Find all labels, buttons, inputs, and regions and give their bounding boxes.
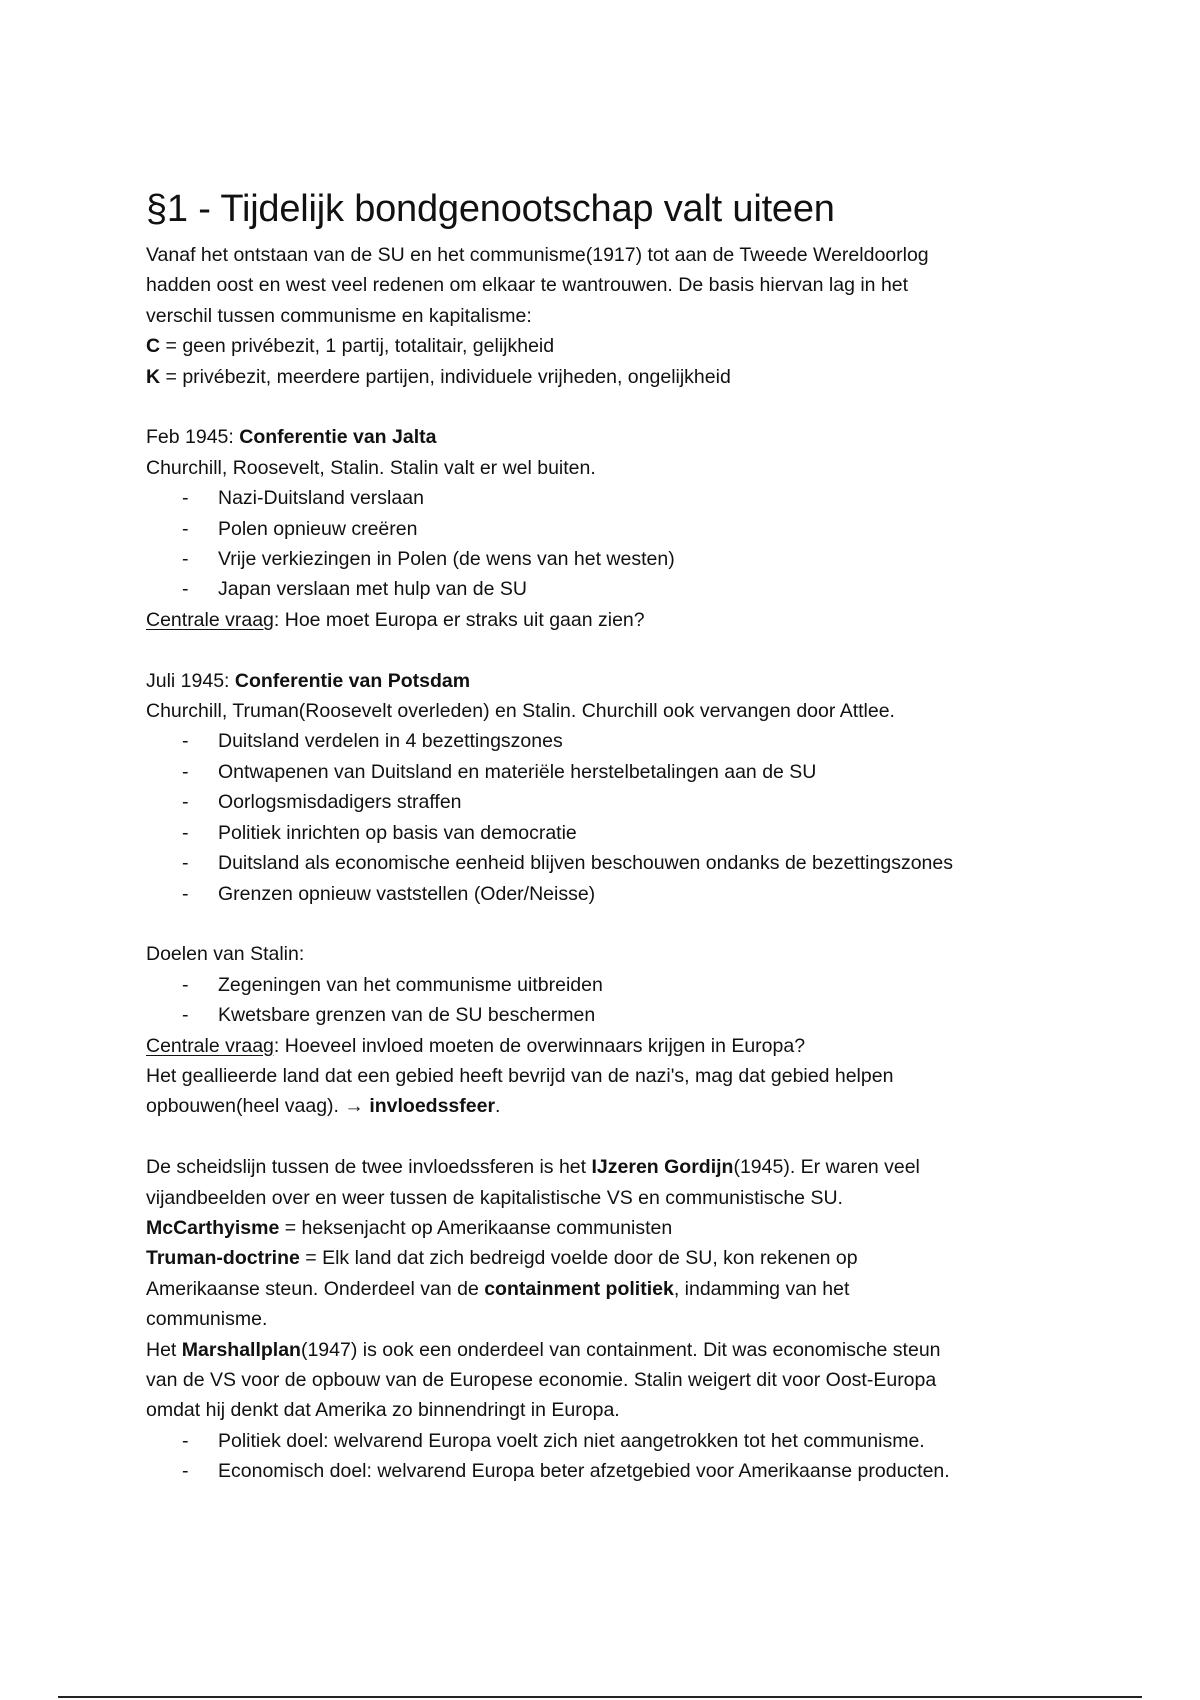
bullet-dash: - [182, 1429, 189, 1452]
list-item: - Duitsland als economische eenheid blijven beschouwen ondanks de bezettingszones [146, 848, 1086, 878]
list-item: - Japan verslaan met hulp van de SU [146, 574, 1086, 604]
bullet-dash: - [182, 730, 189, 753]
bullet-dash: - [182, 791, 189, 814]
list-item: - Oorlogsmisdadigers straffen [146, 787, 1086, 817]
list-item: - Grenzen opnieuw vaststellen (Oder/Neisse) [146, 879, 1086, 909]
definition-capitalism [146, 362, 1086, 392]
definition-term: K [146, 365, 161, 388]
potsdam-heading [146, 666, 1086, 696]
definition-term: Truman-doctrine [146, 1247, 300, 1270]
jalta-list [146, 483, 1086, 605]
potsdam-date: Juli 1945: [146, 669, 235, 692]
paragraph-line: communisme. [146, 1308, 268, 1331]
list-item: - Politiek inrichten op basis van democratie [146, 818, 1086, 848]
list-item: - Kwetsbare grenzen van de SU beschermen [146, 1000, 1086, 1030]
definition-term: C [146, 335, 161, 358]
paragraph-line: De scheidslijn tussen de twee invloedssferen is het IJzeren Gordijn(1945). Er waren veel [146, 1156, 920, 1179]
bullet-dash: - [182, 517, 189, 540]
list-item: - Economisch doel: welvarend Europa beter afzetgebied voor Amerikaanse producten. [146, 1456, 1086, 1486]
potsdam-list [146, 726, 1086, 908]
question-label: Centrale vraag [146, 608, 274, 631]
list-item: - Vrije verkiezingen in Polen (de wens van het westen) [146, 544, 1086, 574]
bullet-dash: - [182, 1460, 189, 1483]
definition-term: McCarthyisme [146, 1216, 280, 1239]
definition-text: = heksenjacht op Amerikaanse communisten [279, 1216, 673, 1239]
paragraph-line: van de VS voor de opbouw van de Europese economie. Stalin weigert dit voor Oost-Europa [146, 1368, 937, 1391]
marshall-goals-list [146, 1426, 1086, 1487]
jalta-description: Churchill, Roosevelt, Stalin. Stalin valt er wel buiten. [146, 456, 596, 479]
paragraph-line: vijandbeelden over en weer tussen de kapitalistische VS en communistische SU. [146, 1186, 843, 1209]
stalin-heading: Doelen van Stalin: [146, 943, 305, 966]
jalta-date: Feb 1945: [146, 426, 240, 449]
list-item: - Ontwapenen van Duitsland en materiële herstelbetalingen aan de SU [146, 757, 1086, 787]
footer-divider [58, 1696, 1142, 1698]
question-label: Centrale vraag [146, 1034, 274, 1057]
question-text: : Hoe moet Europa er straks uit gaan zien? [273, 608, 645, 631]
intro-line: verschil tussen communisme en kapitalisme: [146, 304, 532, 327]
document-page [146, 186, 1086, 1487]
definition-text: = geen privébezit, 1 partij, totalitair, gelijkheid [160, 335, 555, 358]
paragraph-line: omdat hij denkt dat Amerika zo binnendringt in Europa. [146, 1399, 620, 1422]
page-title: §1 - Tijdelijk bondgenootschap valt uiteen [146, 188, 835, 230]
term-ijzeren-gordijn: IJzeren Gordijn [591, 1156, 734, 1179]
jalta-central-question [146, 605, 1086, 635]
definition-communism [146, 331, 1086, 361]
bullet-dash: - [182, 1004, 189, 1027]
bullet-dash: - [182, 852, 189, 875]
bullet-dash: - [182, 487, 189, 510]
paragraph-line: Het Marshallplan(1947) is ook een onderdeel van containment. Dit was economische steun [146, 1338, 941, 1361]
bullet-dash: - [182, 578, 189, 601]
list-item: - Nazi-Duitsland verslaan [146, 483, 1086, 513]
question-text: : Hoeveel invloed moeten de overwinnaars krijgen in Europa? [273, 1034, 806, 1057]
term-containment: containment politiek [484, 1277, 674, 1300]
list-item: - Duitsland verdelen in 4 bezettingszones [146, 726, 1086, 756]
bullet-dash: - [182, 882, 189, 905]
definition-truman-doctrine [146, 1243, 1086, 1273]
definition-mccarthyisme [146, 1213, 1086, 1243]
intro-line: Vanaf het ontstaan van de SU en het communisme(1917) tot aan de Tweede Wereldoorlog [146, 244, 929, 266]
potsdam-title: Conferentie van Potsdam [234, 669, 471, 692]
bullet-dash: - [182, 821, 189, 844]
bullet-dash: - [182, 760, 189, 783]
list-item: - Zegeningen van het communisme uitbreiden [146, 970, 1086, 1000]
potsdam-description: Churchill, Truman(Roosevelt overleden) en Stalin. Churchill ook vervangen door Attlee. [146, 700, 895, 723]
stalin-central-question [146, 1031, 1086, 1061]
bullet-dash: - [182, 548, 189, 571]
paragraph-line: opbouwen(heel vaag). → invloedssfeer. [146, 1095, 501, 1118]
bullet-dash: - [182, 973, 189, 996]
paragraph-line: Amerikaanse steun. Onderdeel van de containment politiek, indamming van het [146, 1277, 850, 1300]
list-item: - Politiek doel: welvarend Europa voelt zich niet aangetrokken tot het communisme. [146, 1426, 1086, 1456]
definition-text: = Elk land dat zich bedreigd voelde door de SU, kon rekenen op [299, 1247, 858, 1270]
jalta-heading [146, 422, 1086, 452]
stalin-list [146, 970, 1086, 1031]
term-marshallplan: Marshallplan [181, 1338, 301, 1361]
paragraph-line: Het geallieerde land dat een gebied heeft bevrijd van de nazi's, mag dat gebied helpen [146, 1064, 894, 1087]
definition-text: = privébezit, meerdere partijen, individuele vrijheden, ongelijkheid [160, 365, 731, 388]
term-invloedssfeer: invloedssfeer [369, 1095, 496, 1118]
intro-line: hadden oost en west veel redenen om elkaar te wantrouwen. De basis hiervan lag in het [146, 274, 909, 297]
jalta-title: Conferentie van Jalta [239, 426, 437, 449]
list-item: - Polen opnieuw creëren [146, 514, 1086, 544]
